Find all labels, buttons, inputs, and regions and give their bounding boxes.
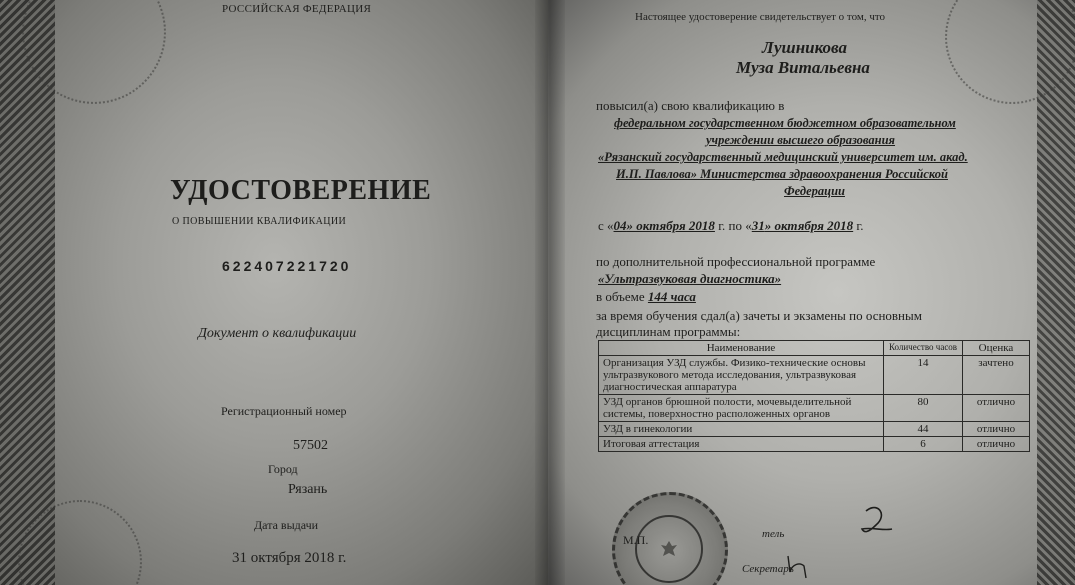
date-label: Дата выдачи bbox=[254, 518, 319, 532]
discipline-name: УЗД в гинекологии bbox=[599, 422, 884, 437]
center-fold bbox=[535, 0, 565, 585]
discipline-grade: отлично bbox=[963, 422, 1030, 437]
institution-line-4: И.П. Павлова» Министерства здравоохранения Российской bbox=[616, 167, 948, 181]
table-header-row bbox=[599, 341, 1030, 356]
table-row bbox=[599, 395, 1030, 422]
document-type: Документ о квалификации bbox=[198, 326, 357, 341]
header-name: Наименование bbox=[599, 341, 884, 356]
holder-name: Муза Витальевна bbox=[736, 58, 870, 77]
table-row bbox=[599, 356, 1030, 395]
issue-date: 31 октября 2018 г. bbox=[232, 550, 347, 566]
discipline-name: Организация УЗД службы. Физико-технические основы ультразвукового метода исследования, ультразвуковая диагностическая аппаратура bbox=[599, 356, 884, 395]
institution-line-1: федеральном государственном бюджетном образовательном bbox=[614, 116, 956, 130]
discipline-name: Итоговая аттестация bbox=[599, 437, 884, 452]
institution-line-2: учреждении высшего образования bbox=[706, 133, 896, 147]
secretary-signature bbox=[782, 552, 812, 582]
director-label: тель bbox=[762, 528, 785, 540]
discipline-grade: отлично bbox=[963, 395, 1030, 422]
header-grade: Оценка bbox=[963, 341, 1030, 356]
registration-number: 57502 bbox=[293, 438, 328, 453]
seal-inner-ring bbox=[635, 515, 703, 583]
table-row bbox=[599, 437, 1030, 452]
institution-line-3: «Рязанский государственный медицинский университет им. акад. bbox=[598, 150, 968, 164]
program-name: «Ультразвуковая диагностика» bbox=[598, 271, 782, 286]
director-signature bbox=[858, 503, 898, 539]
certificate-title: УДОСТОВЕРЕНИЕ bbox=[170, 175, 432, 206]
left-guilloche-border bbox=[0, 0, 55, 585]
program-label: по дополнительной профессиональной программе bbox=[596, 254, 876, 269]
holder-surname: Лушникова bbox=[762, 38, 848, 57]
discipline-grade: зачтено bbox=[963, 356, 1030, 395]
volume-line: в объеме 144 часа bbox=[596, 289, 696, 304]
discipline-hours: 80 bbox=[884, 395, 963, 422]
table-row bbox=[599, 422, 1030, 437]
exams-line-2: дисциплинам программы: bbox=[596, 324, 741, 339]
qualification-raised-text: повысил(а) свою квалификацию в bbox=[596, 98, 785, 113]
discipline-hours: 44 bbox=[884, 422, 963, 437]
country-label: РОССИЙСКАЯ ФЕДЕРАЦИЯ bbox=[222, 3, 372, 15]
city-label: Город bbox=[268, 462, 298, 476]
discipline-name: УЗД органов брюшной полости, мочевыделительной системы, поверхностно расположенных органов bbox=[599, 395, 884, 422]
eagle-emblem-icon bbox=[659, 539, 679, 559]
certificate-subtitle: О ПОВЫШЕНИИ КВАЛИФИКАЦИИ bbox=[172, 216, 347, 227]
study-period: с «04» октября 2018 г. по «31» октября 2018 г. bbox=[598, 218, 864, 233]
institution-line-5: Федерации bbox=[784, 184, 845, 198]
header-hours: Количество часов bbox=[884, 341, 963, 356]
stamp-place-label: М.П. bbox=[623, 533, 649, 547]
city-value: Рязань bbox=[288, 482, 328, 497]
secretary-label: Секретарь bbox=[742, 563, 794, 575]
certificate-number: 622407221720 bbox=[222, 258, 352, 274]
discipline-hours: 14 bbox=[884, 356, 963, 395]
discipline-grade: отлично bbox=[963, 437, 1030, 452]
registration-label: Регистрационный номер bbox=[221, 404, 347, 418]
disciplines-table bbox=[598, 340, 1030, 452]
intro-text: Настоящее удостоверение свидетельствует о том, что bbox=[635, 11, 886, 23]
exams-line-1: за время обучения сдал(а) зачеты и экзамены по основным bbox=[596, 308, 922, 323]
discipline-hours: 6 bbox=[884, 437, 963, 452]
